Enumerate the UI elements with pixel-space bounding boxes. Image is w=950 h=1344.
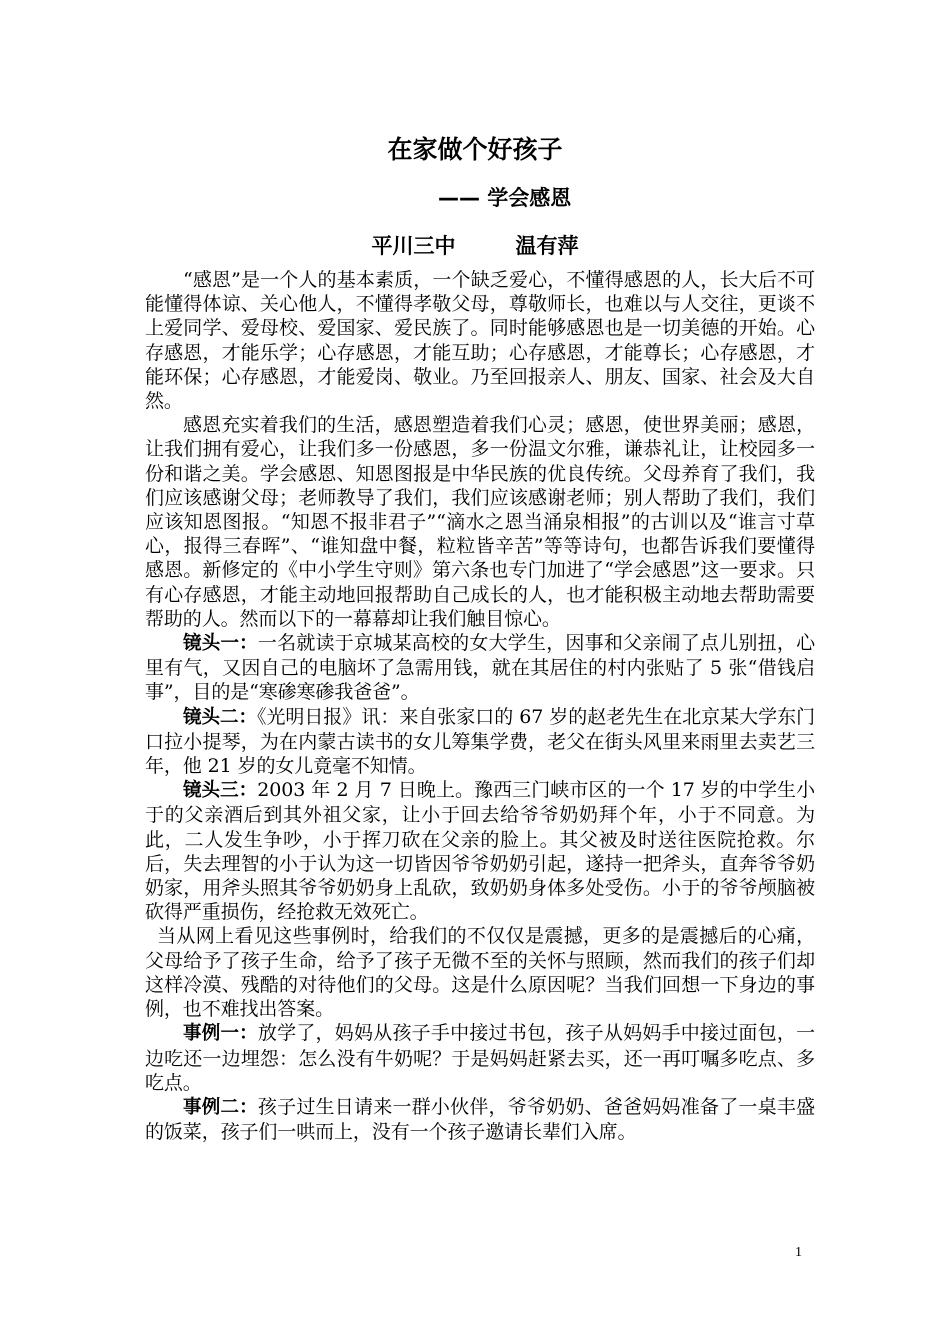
scene-two-lead: 镜头二： <box>183 706 257 728</box>
author-line <box>0 230 950 262</box>
scene-two-text: 《光明日报》讯：来自张家口的 67 岁的赵老先生在北京某大学东门口拉小提琴，为在内蒙古读书的女儿筹集学费，老父在街头风里来雨里去卖艺三年，他 21 岁的女儿竟毫不知情。 <box>145 705 815 778</box>
example-two-text: 孩子过生日请来一群小伙伴，爷爷奶奶、爸爸妈妈准备了一桌丰盛的饭菜，孩子们一哄而上，没有一个孩子邀请长辈们入席。 <box>145 1095 815 1144</box>
paragraph-intro: “感恩”是一个人的基本素质，一个缺乏爱心，不懂得感恩的人，长大后不可能懂得体谅、关心他人，不懂得孝敬父母，尊敬师长，也难以与人交往，更谈不上爱同学、爱母校、爱国家、爱民族了。同时能够感恩也是一切美德的开始。心存感恩，才能乐学；心存感恩，才能互助；心存感恩，才能尊长；心存感恩，才能环保；心存感恩，才能爱岗、敬业。乃至回报亲人、朋友、国家、社会及大自然。 <box>145 269 815 413</box>
example-one-text: 放学了，妈妈从孩子手中接过书包，孩子从妈妈手中接过面包，一边吃还一边埋怨：怎么没有牛奶呢？于是妈妈赶紧去买，还一再叮嘱多吃点、多吃点。 <box>145 1022 815 1094</box>
article-body <box>145 268 815 1144</box>
scene-one <box>145 631 815 705</box>
paragraph-reflection: 当从网上看见这些事例时，给我们的不仅仅是震撼，更多的是震撼后的心痛，父母给予了孩子生命，给予了孩子无微不至的关怀与照顾，然而我们的孩子们却这样冷漠、残酷的对待他们的父母。这是什么原因呢？当我们回想一下身边的事例，也不难找出答案。 <box>145 925 815 1021</box>
author-name: 温有萍 <box>515 234 579 258</box>
example-two-lead: 事例二： <box>183 1096 258 1118</box>
scene-three-lead: 镜头三： <box>183 780 258 802</box>
example-one <box>145 1021 815 1095</box>
scene-three-text: 2003 年 2 月 7 日晚上。豫西三门峡市区的一个 17 岁的中学生小于的父亲酒后到其外祖父家，让小于回去给爷爷奶奶拜个年，小于不同意。为此，二人发生争吵，小于挥刀砍在父亲的脸上。其父被及时送往医院抢救。尔后，失去理智的小于认为这一切皆因爷爷奶奶引起，遂持一把斧头，直奔爷爷奶奶家，用斧头照其爷爷奶奶身上乱砍，致奶奶身体多处受伤。小于的爷爷颅脑被砍得严重损伤，经抢救无效死亡。 <box>145 779 815 924</box>
example-one-lead: 事例一： <box>183 1023 258 1045</box>
scene-one-lead: 镜头一： <box>183 633 258 655</box>
page-subtitle: —— 学会感恩 <box>438 186 572 210</box>
scene-two <box>145 705 815 779</box>
example-two <box>145 1095 815 1144</box>
page-title: 在家做个好孩子 <box>387 135 563 164</box>
scene-three <box>145 778 815 924</box>
author-school: 平川三中 <box>371 234 456 258</box>
scene-one-text: 一名就读于京城某高校的女大学生，因事和父亲闹了点儿别扭，心里有气，又因自己的电脑坏了急需用钱，就在其居住的村内张贴了 5 张“借钱启事”，目的是“寒碜寒碜我爸爸”。 <box>145 632 815 704</box>
paragraph-gratitude: 感恩充实着我们的生活，感恩塑造着我们心灵；感恩，使世界美丽；感恩，让我们拥有爱心，让我们多一份感恩，多一份温文尔雅，谦恭礼让，让校园多一份和谐之美。学会感恩、知恩图报是中华民族的优良传统。父母养育了我们，我们应该感谢父母；老师教导了我们，我们应该感谢老师；别人帮助了我们，我们应该知恩图报。“知恩不报非君子”“滴水之恩当涌泉相报”的古训以及“谁言寸草心，报得三春晖”、“谁知盘中餐，粒粒皆辛苦”等等诗句，也都告诉我们要懂得感恩。新修定的《中小学生守则》第六条也专门加进了“学会感恩”这一要求。只有心存感恩，才能主动地回报帮助自己成长的人，也才能积极主动地去帮助需要帮助的人。然而以下的一幕幕却让我们触目惊心。 <box>145 414 815 630</box>
page-number: 1 <box>795 1245 802 1260</box>
